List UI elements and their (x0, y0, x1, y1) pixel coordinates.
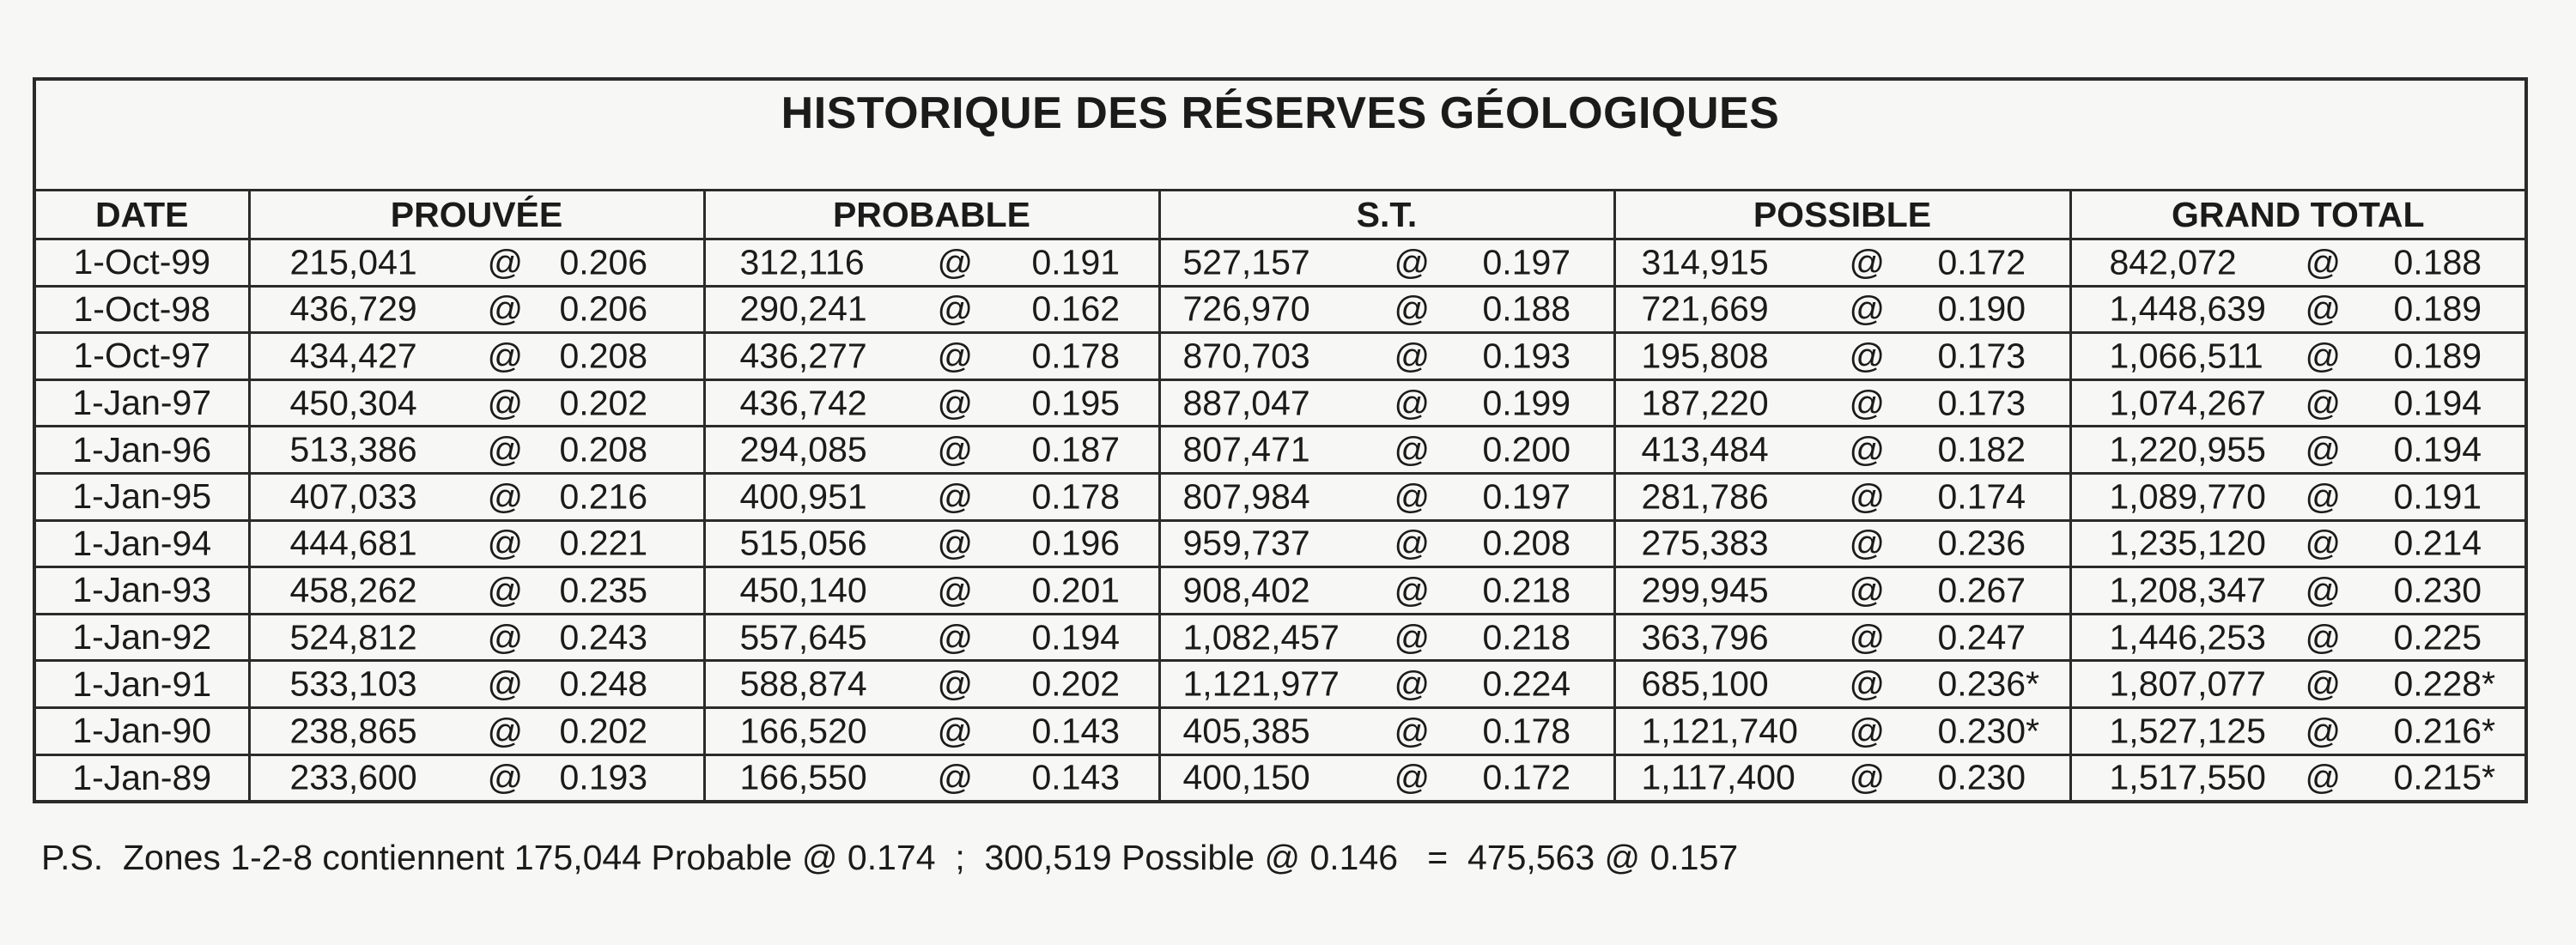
probable-cell (704, 379, 1159, 427)
possible-at-sign: @ (1849, 288, 1886, 329)
probable-cell (704, 707, 1159, 754)
date-cell: 1-Jan-89 (34, 754, 249, 802)
grand-total-grade: 0.214 (2393, 523, 2482, 563)
possible-at-sign: @ (1849, 336, 1886, 376)
possible-at-sign: @ (1849, 383, 1886, 423)
probable-cell (704, 754, 1159, 802)
st-cell (1159, 427, 1614, 474)
probable-quantity: 557,645 (739, 617, 867, 657)
prouvee-grade: 0.248 (559, 663, 648, 704)
possible-grade: 0.236* (1937, 663, 2040, 704)
st-quantity: 807,471 (1182, 429, 1310, 469)
table-row (34, 614, 2526, 661)
grand-total-quantity: 1,448,639 (2109, 288, 2266, 329)
table-row (34, 707, 2526, 754)
grand-total-cell (2070, 333, 2526, 380)
probable-at-sign: @ (937, 711, 974, 751)
possible-grade: 0.182 (1937, 429, 2026, 469)
header-probable: PROBABLE (704, 191, 1159, 239)
grand-total-cell (2070, 567, 2526, 615)
probable-cell (704, 427, 1159, 474)
table-row (34, 661, 2526, 708)
table-row (34, 754, 2526, 802)
st-quantity: 870,703 (1182, 336, 1310, 376)
st-grade: 0.218 (1482, 617, 1571, 657)
possible-cell (1614, 614, 2070, 661)
grand-total-at-sign: @ (2305, 617, 2342, 657)
prouvee-quantity: 533,103 (289, 663, 417, 704)
st-grade: 0.197 (1482, 476, 1571, 517)
date-cell: 1-Oct-99 (34, 239, 249, 287)
st-grade: 0.188 (1482, 288, 1571, 329)
st-quantity: 1,121,977 (1182, 663, 1340, 704)
st-at-sign: @ (1394, 336, 1431, 376)
prouvee-cell (249, 239, 704, 287)
st-grade: 0.178 (1482, 711, 1571, 751)
st-grade: 0.208 (1482, 523, 1571, 563)
st-cell (1159, 239, 1614, 287)
possible-quantity: 413,484 (1641, 429, 1769, 469)
header-prouvee: PROUVÉE (249, 191, 704, 239)
table-row (34, 379, 2526, 427)
table-row (34, 239, 2526, 287)
probable-at-sign: @ (937, 570, 974, 610)
possible-cell (1614, 427, 2070, 474)
possible-quantity: 685,100 (1641, 663, 1769, 704)
probable-cell (704, 520, 1159, 567)
possible-quantity: 721,669 (1641, 288, 1769, 329)
grand-total-at-sign: @ (2305, 336, 2342, 376)
prouvee-at-sign: @ (487, 757, 524, 797)
probable-quantity: 400,951 (739, 476, 867, 517)
possible-quantity: 187,220 (1641, 383, 1769, 423)
grand-total-cell (2070, 239, 2526, 287)
date-cell: 1-Jan-90 (34, 707, 249, 754)
grand-total-at-sign: @ (2305, 711, 2342, 751)
prouvee-quantity: 444,681 (289, 523, 417, 563)
header-possible: POSSIBLE (1614, 191, 2070, 239)
grand-total-cell (2070, 754, 2526, 802)
st-grade: 0.193 (1482, 336, 1571, 376)
probable-grade: 0.178 (1031, 476, 1121, 517)
probable-cell (704, 239, 1159, 287)
header-row (34, 191, 2526, 239)
possible-quantity: 281,786 (1641, 476, 1769, 517)
grand-total-at-sign: @ (2305, 663, 2342, 704)
table-body (34, 239, 2526, 803)
probable-at-sign: @ (937, 757, 974, 797)
possible-at-sign: @ (1849, 476, 1886, 517)
probable-grade: 0.187 (1031, 429, 1121, 469)
possible-grade: 0.190 (1937, 288, 2026, 329)
probable-quantity: 436,742 (739, 383, 867, 423)
prouvee-grade: 0.208 (559, 429, 648, 469)
st-cell (1159, 754, 1614, 802)
prouvee-quantity: 407,033 (289, 476, 417, 517)
probable-at-sign: @ (937, 429, 974, 469)
date-cell: 1-Jan-91 (34, 661, 249, 708)
probable-grade: 0.143 (1031, 757, 1121, 797)
table-row (34, 286, 2526, 333)
probable-quantity: 290,241 (739, 288, 867, 329)
prouvee-grade: 0.202 (559, 383, 648, 423)
possible-at-sign: @ (1849, 429, 1886, 469)
date-cell: 1-Jan-97 (34, 379, 249, 427)
st-cell (1159, 707, 1614, 754)
probable-at-sign: @ (937, 336, 974, 376)
prouvee-at-sign: @ (487, 476, 524, 517)
prouvee-grade: 0.202 (559, 711, 648, 751)
st-grade: 0.197 (1482, 242, 1571, 282)
grand-total-grade: 0.191 (2393, 476, 2482, 517)
possible-quantity: 1,117,400 (1641, 757, 1795, 797)
st-at-sign: @ (1394, 570, 1431, 610)
st-at-sign: @ (1394, 383, 1431, 423)
probable-grade: 0.194 (1031, 617, 1121, 657)
st-at-sign: @ (1394, 663, 1431, 704)
probable-grade: 0.196 (1031, 523, 1121, 563)
prouvee-at-sign: @ (487, 383, 524, 423)
possible-quantity: 1,121,740 (1641, 711, 1798, 751)
possible-grade: 0.236 (1937, 523, 2026, 563)
possible-grade: 0.173 (1937, 383, 2026, 423)
grand-total-at-sign: @ (2305, 757, 2342, 797)
st-cell (1159, 520, 1614, 567)
st-grade: 0.218 (1482, 570, 1571, 610)
prouvee-at-sign: @ (487, 711, 524, 751)
st-quantity: 887,047 (1182, 383, 1310, 423)
probable-cell (704, 286, 1159, 333)
st-quantity: 527,157 (1182, 242, 1310, 282)
possible-at-sign: @ (1849, 570, 1886, 610)
grand-total-cell (2070, 614, 2526, 661)
grand-total-quantity: 1,220,955 (2109, 429, 2266, 469)
possible-cell (1614, 239, 2070, 287)
st-quantity: 908,402 (1182, 570, 1310, 610)
prouvee-quantity: 434,427 (289, 336, 417, 376)
prouvee-cell (249, 473, 704, 520)
prouvee-grade: 0.206 (559, 242, 648, 282)
date-cell: 1-Jan-96 (34, 427, 249, 474)
probable-grade: 0.195 (1031, 383, 1121, 423)
probable-cell (704, 661, 1159, 708)
st-at-sign: @ (1394, 476, 1431, 517)
header-grand-total: GRAND TOTAL (2070, 191, 2526, 239)
date-cell: 1-Oct-97 (34, 333, 249, 380)
possible-grade: 0.174 (1937, 476, 2026, 517)
possible-grade: 0.172 (1937, 242, 2026, 282)
probable-cell (704, 567, 1159, 615)
st-at-sign: @ (1394, 242, 1431, 282)
prouvee-quantity: 436,729 (289, 288, 417, 329)
grand-total-quantity: 1,235,120 (2109, 523, 2266, 563)
grand-total-at-sign: @ (2305, 288, 2342, 329)
footnote: P.S. Zones 1-2-8 contiennent 175,044 Probable @ 0.174 ; 300,519 Possible @ 0.146 = 475,563 @ 0.157 (41, 838, 1739, 877)
probable-at-sign: @ (937, 288, 974, 329)
st-cell (1159, 286, 1614, 333)
prouvee-quantity: 215,041 (289, 242, 417, 282)
grand-total-cell (2070, 707, 2526, 754)
grand-total-grade: 0.230 (2393, 570, 2482, 610)
possible-cell (1614, 754, 2070, 802)
st-at-sign: @ (1394, 429, 1431, 469)
prouvee-at-sign: @ (487, 570, 524, 610)
st-at-sign: @ (1394, 617, 1431, 657)
prouvee-at-sign: @ (487, 617, 524, 657)
prouvee-grade: 0.208 (559, 336, 648, 376)
grand-total-at-sign: @ (2305, 383, 2342, 423)
prouvee-cell (249, 427, 704, 474)
possible-grade: 0.173 (1937, 336, 2026, 376)
possible-cell (1614, 333, 2070, 380)
prouvee-quantity: 458,262 (289, 570, 417, 610)
st-at-sign: @ (1394, 288, 1431, 329)
possible-at-sign: @ (1849, 242, 1886, 282)
header-st: S.T. (1159, 191, 1614, 239)
prouvee-at-sign: @ (487, 288, 524, 329)
possible-quantity: 314,915 (1641, 242, 1769, 282)
date-cell: 1-Jan-94 (34, 520, 249, 567)
probable-grade: 0.162 (1031, 288, 1121, 329)
possible-quantity: 299,945 (1641, 570, 1769, 610)
grand-total-grade: 0.225 (2393, 617, 2482, 657)
grand-total-quantity: 1,807,077 (2109, 663, 2266, 704)
prouvee-at-sign: @ (487, 429, 524, 469)
grand-total-cell (2070, 427, 2526, 474)
grand-total-cell (2070, 473, 2526, 520)
possible-at-sign: @ (1849, 617, 1886, 657)
st-cell (1159, 567, 1614, 615)
probable-at-sign: @ (937, 617, 974, 657)
prouvee-cell (249, 520, 704, 567)
grand-total-cell (2070, 520, 2526, 567)
reserves-table (33, 77, 2528, 803)
probable-quantity: 166,520 (739, 711, 867, 751)
st-cell (1159, 661, 1614, 708)
grand-total-quantity: 842,072 (2109, 242, 2237, 282)
st-grade: 0.199 (1482, 383, 1571, 423)
st-quantity: 405,385 (1182, 711, 1310, 751)
prouvee-cell (249, 333, 704, 380)
possible-cell (1614, 473, 2070, 520)
probable-cell (704, 473, 1159, 520)
st-grade: 0.224 (1482, 663, 1571, 704)
possible-at-sign: @ (1849, 663, 1886, 704)
probable-quantity: 450,140 (739, 570, 867, 610)
prouvee-grade: 0.243 (559, 617, 648, 657)
prouvee-grade: 0.216 (559, 476, 648, 517)
prouvee-at-sign: @ (487, 242, 524, 282)
possible-cell (1614, 567, 2070, 615)
prouvee-quantity: 450,304 (289, 383, 417, 423)
table-title: HISTORIQUE DES RÉSERVES GÉOLOGIQUES (34, 79, 2526, 191)
grand-total-quantity: 1,527,125 (2109, 711, 2266, 751)
grand-total-cell (2070, 286, 2526, 333)
grand-total-at-sign: @ (2305, 242, 2342, 282)
prouvee-grade: 0.193 (559, 757, 648, 797)
possible-quantity: 363,796 (1641, 617, 1769, 657)
probable-quantity: 312,116 (739, 242, 865, 282)
st-cell (1159, 473, 1614, 520)
probable-quantity: 166,550 (739, 757, 867, 797)
prouvee-quantity: 524,812 (289, 617, 417, 657)
grand-total-quantity: 1,089,770 (2109, 476, 2266, 517)
table-row (34, 427, 2526, 474)
prouvee-quantity: 238,865 (289, 711, 417, 751)
st-quantity: 726,970 (1182, 288, 1310, 329)
possible-quantity: 195,808 (1641, 336, 1769, 376)
prouvee-quantity: 233,600 (289, 757, 417, 797)
prouvee-grade: 0.221 (559, 523, 648, 563)
st-quantity: 959,737 (1182, 523, 1310, 563)
probable-grade: 0.191 (1031, 242, 1121, 282)
possible-cell (1614, 286, 2070, 333)
possible-cell (1614, 379, 2070, 427)
grand-total-quantity: 1,066,511 (2109, 336, 2263, 376)
date-cell: 1-Jan-93 (34, 567, 249, 615)
probable-at-sign: @ (937, 476, 974, 517)
possible-quantity: 275,383 (1641, 523, 1769, 563)
probable-quantity: 436,277 (739, 336, 867, 376)
possible-cell (1614, 707, 2070, 754)
prouvee-quantity: 513,386 (289, 429, 417, 469)
prouvee-grade: 0.206 (559, 288, 648, 329)
table-row (34, 520, 2526, 567)
table-row (34, 567, 2526, 615)
grand-total-grade: 0.189 (2393, 288, 2482, 329)
prouvee-cell (249, 286, 704, 333)
prouvee-cell (249, 567, 704, 615)
grand-total-grade: 0.194 (2393, 383, 2482, 423)
grand-total-quantity: 1,208,347 (2109, 570, 2266, 610)
prouvee-cell (249, 661, 704, 708)
possible-grade: 0.247 (1937, 617, 2026, 657)
st-quantity: 1,082,457 (1182, 617, 1340, 657)
grand-total-grade: 0.188 (2393, 242, 2482, 282)
st-grade: 0.172 (1482, 757, 1571, 797)
grand-total-grade: 0.189 (2393, 336, 2482, 376)
prouvee-cell (249, 614, 704, 661)
grand-total-at-sign: @ (2305, 570, 2342, 610)
grand-total-quantity: 1,446,253 (2109, 617, 2266, 657)
possible-grade: 0.267 (1937, 570, 2026, 610)
table-row (34, 333, 2526, 380)
prouvee-at-sign: @ (487, 523, 524, 563)
grand-total-at-sign: @ (2305, 429, 2342, 469)
possible-cell (1614, 661, 2070, 708)
possible-at-sign: @ (1849, 523, 1886, 563)
st-cell (1159, 379, 1614, 427)
probable-quantity: 515,056 (739, 523, 867, 563)
grand-total-grade: 0.216* (2393, 711, 2496, 751)
probable-at-sign: @ (937, 383, 974, 423)
prouvee-at-sign: @ (487, 663, 524, 704)
st-grade: 0.200 (1482, 429, 1571, 469)
probable-at-sign: @ (937, 663, 974, 704)
possible-grade: 0.230* (1937, 711, 2040, 751)
prouvee-cell (249, 754, 704, 802)
probable-at-sign: @ (937, 242, 974, 282)
st-quantity: 400,150 (1182, 757, 1310, 797)
grand-total-cell (2070, 379, 2526, 427)
prouvee-at-sign: @ (487, 336, 524, 376)
probable-grade: 0.202 (1031, 663, 1121, 704)
probable-at-sign: @ (937, 523, 974, 563)
probable-grade: 0.201 (1031, 570, 1121, 610)
grand-total-quantity: 1,517,550 (2109, 757, 2266, 797)
grand-total-grade: 0.194 (2393, 429, 2482, 469)
probable-grade: 0.143 (1031, 711, 1121, 751)
date-cell: 1-Jan-95 (34, 473, 249, 520)
date-cell: 1-Oct-98 (34, 286, 249, 333)
probable-cell (704, 333, 1159, 380)
grand-total-grade: 0.215* (2393, 757, 2496, 797)
st-at-sign: @ (1394, 757, 1431, 797)
date-cell: 1-Jan-92 (34, 614, 249, 661)
st-at-sign: @ (1394, 523, 1431, 563)
possible-cell (1614, 520, 2070, 567)
header-date: DATE (34, 191, 249, 239)
st-at-sign: @ (1394, 711, 1431, 751)
possible-grade: 0.230 (1937, 757, 2026, 797)
st-quantity: 807,984 (1182, 476, 1310, 517)
prouvee-grade: 0.235 (559, 570, 648, 610)
possible-at-sign: @ (1849, 757, 1886, 797)
probable-quantity: 294,085 (739, 429, 867, 469)
grand-total-quantity: 1,074,267 (2109, 383, 2266, 423)
grand-total-at-sign: @ (2305, 523, 2342, 563)
prouvee-cell (249, 379, 704, 427)
st-cell (1159, 333, 1614, 380)
probable-cell (704, 614, 1159, 661)
possible-at-sign: @ (1849, 711, 1886, 751)
st-cell (1159, 614, 1614, 661)
grand-total-cell (2070, 661, 2526, 708)
prouvee-cell (249, 707, 704, 754)
probable-quantity: 588,874 (739, 663, 867, 704)
table-row (34, 473, 2526, 520)
grand-total-at-sign: @ (2305, 476, 2342, 517)
grand-total-grade: 0.228* (2393, 663, 2496, 704)
probable-grade: 0.178 (1031, 336, 1121, 376)
